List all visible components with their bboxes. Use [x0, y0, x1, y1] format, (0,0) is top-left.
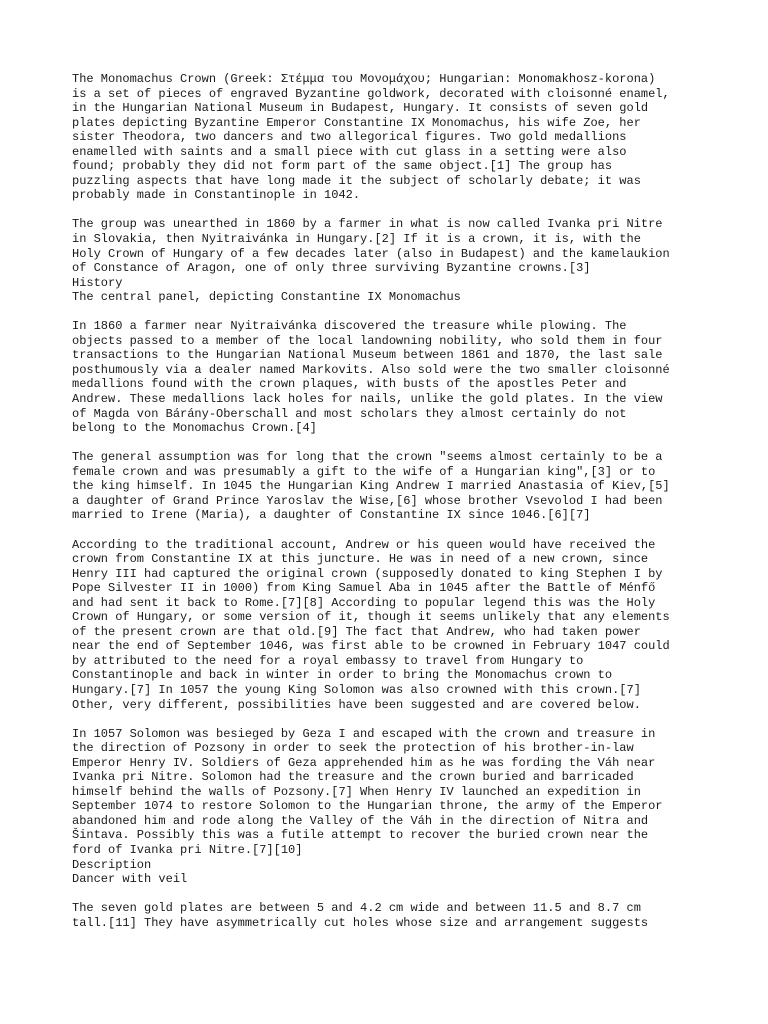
document-page: [72, 72, 712, 930]
text-line: Šintava. Possibly this was a futile attempt to recover the buried crown near the: [72, 828, 649, 843]
text-line: a daughter of Grand Prince Yaroslav the Wise,[6] whose brother Vsevolod I had been: [72, 493, 663, 508]
text-line: found; probably they did not form part of the same object.[1] The group has: [72, 159, 613, 174]
text-line: crown from Constantine IX at this juncture. He was in need of a new crown, since: [72, 552, 649, 567]
text-line: of Magda von Bárány-Oberschall and most scholars they almost certainly do not: [72, 406, 627, 421]
text-line: is a set of pieces of engraved Byzantine goldwork, decorated with cloisonné enamel,: [72, 86, 670, 101]
text-line: In 1860 a farmer near Nyitraivánka discovered the treasure while plowing. The: [72, 319, 627, 334]
text-line: the direction of Pozsony in order to seek the protection of his brother-in-law: [72, 741, 634, 756]
text-line: enamelled with saints and a small piece with cut glass in a setting were also: [72, 144, 627, 159]
text-line: Description: [72, 857, 152, 872]
text-line: near the end of September 1046, was first able to be crowned in February 1047 could: [72, 639, 670, 654]
text-line: Dancer with veil: [72, 872, 188, 887]
text-line: objects passed to a member of the local landowning nobility, who sold them in four: [72, 333, 663, 348]
paragraph-intro-2: [72, 217, 712, 304]
text-line: the king himself. In 1045 the Hungarian King Andrew I married Anastasia of Kiev,[5]: [72, 479, 670, 494]
text-line: The Monomachus Crown (Greek: Στέμμα του Μονομάχου; Hungarian: Monomakhosz-korona): [72, 72, 656, 86]
text-line: medallions found with the crown plaques, with busts of the apostles Peter and: [72, 377, 627, 392]
text-line: Hungary.[7] In 1057 the young King Solomon was also crowned with this crown.[7]: [72, 682, 641, 697]
text-line: plates depicting Byzantine Emperor Constantine IX Monomachus, his wife Zoe, her: [72, 115, 641, 130]
text-line: himself behind the walls of Pozsony.[7] When Henry IV launched an expedition in: [72, 784, 641, 799]
text-line: History: [72, 275, 123, 290]
text-line: puzzling aspects that have long made it the subject of scholarly debate; it was: [72, 173, 641, 188]
text-line: Andrew. These medallions lack holes for nails, unlike the gold plates. In the view: [72, 392, 663, 407]
text-line: transactions to the Hungarian National Museum between 1861 and 1870, the last sale: [72, 348, 663, 363]
text-line: by attributed to the need for a royal embassy to travel from Hungary to: [72, 653, 584, 668]
text-line: In 1057 Solomon was besieged by Geza I and escaped with the crown and treasure in: [72, 726, 656, 741]
text-line: married to Irene (Maria), a daughter of Constantine IX since 1046.[6][7]: [72, 508, 591, 523]
text-line: The central panel, depicting Constantine IX Monomachus: [72, 290, 461, 305]
text-line: Crown of Hungary, or some version of it, though it seems unlikely that any elements: [72, 610, 670, 625]
text-line: The group was unearthed in 1860 by a farmer in what is now called Ivanka pri Nitre: [72, 217, 663, 232]
text-line: belong to the Monomachus Crown.[4]: [72, 421, 317, 436]
text-line: Ivanka pri Nitre. Solomon had the treasure and the crown buried and barricaded: [72, 770, 634, 785]
paragraph-history-2: [72, 450, 712, 523]
text-line: The general assumption was for long that the crown "seems almost certainly to be a: [72, 450, 663, 465]
text-line: and had sent it back to Rome.[7][8] According to popular legend this was the Holy: [72, 595, 656, 610]
text-line: in Slovakia, then Nyitraivánka in Hungary.[2] If it is a crown, it is, with the: [72, 232, 641, 247]
paragraph-history-1: [72, 319, 712, 435]
text-line: posthumously via a dealer named Markovits. Also sold were the two smaller cloisonné: [72, 362, 670, 377]
text-line: The seven gold plates are between 5 and 4.2 cm wide and between 11.5 and 8.7 cm: [72, 901, 641, 916]
text-line: Emperor Henry IV. Soldiers of Geza apprehended him as he was fording the Váh near: [72, 755, 656, 770]
paragraph-history-3: [72, 538, 712, 713]
paragraph-intro-1: [72, 72, 712, 203]
text-line: of the present crown are that old.[9] The fact that Andrew, who had taken power: [72, 624, 641, 639]
text-line: Pope Silvester II in 1000) from King Samuel Aba in 1045 after the Battle of Ménfő: [72, 581, 656, 596]
text-line: female crown and was presumably a gift to the wife of a Hungarian king",[3] or to: [72, 464, 656, 479]
text-line: According to the traditional account, Andrew or his queen would have received the: [72, 537, 656, 552]
text-line: tall.[11] They have asymmetrically cut holes whose size and arrangement suggests: [72, 915, 649, 930]
text-line: probably made in Constantinople in 1042.: [72, 188, 361, 203]
text-line: Henry III had captured the original crown (supposedly donated to king Stephen I by: [72, 566, 663, 581]
text-line: September 1074 to restore Solomon to the Hungarian throne, the army of the Emperor: [72, 799, 663, 814]
text-line: sister Theodora, two dancers and two allegorical figures. Two gold medallions: [72, 130, 627, 145]
text-line: ford of Ivanka pri Nitre.[7][10]: [72, 842, 303, 857]
paragraph-history-4: [72, 727, 712, 887]
text-line: Constantinople and back in winter in order to bring the Monomachus crown to: [72, 668, 613, 683]
text-line: Other, very different, possibilities have been suggested and are covered below.: [72, 697, 641, 712]
text-line: Holy Crown of Hungary of a few decades later (also in Budapest) and the kamelaukion: [72, 246, 670, 261]
paragraph-description-1: [72, 901, 712, 930]
text-line: in the Hungarian National Museum in Budapest, Hungary. It consists of seven gold: [72, 101, 649, 116]
text-line: abandoned him and rode along the Valley of the Váh in the direction of Nitra and: [72, 813, 649, 828]
text-line: of Constance of Aragon, one of only three surviving Byzantine crowns.[3]: [72, 261, 591, 276]
